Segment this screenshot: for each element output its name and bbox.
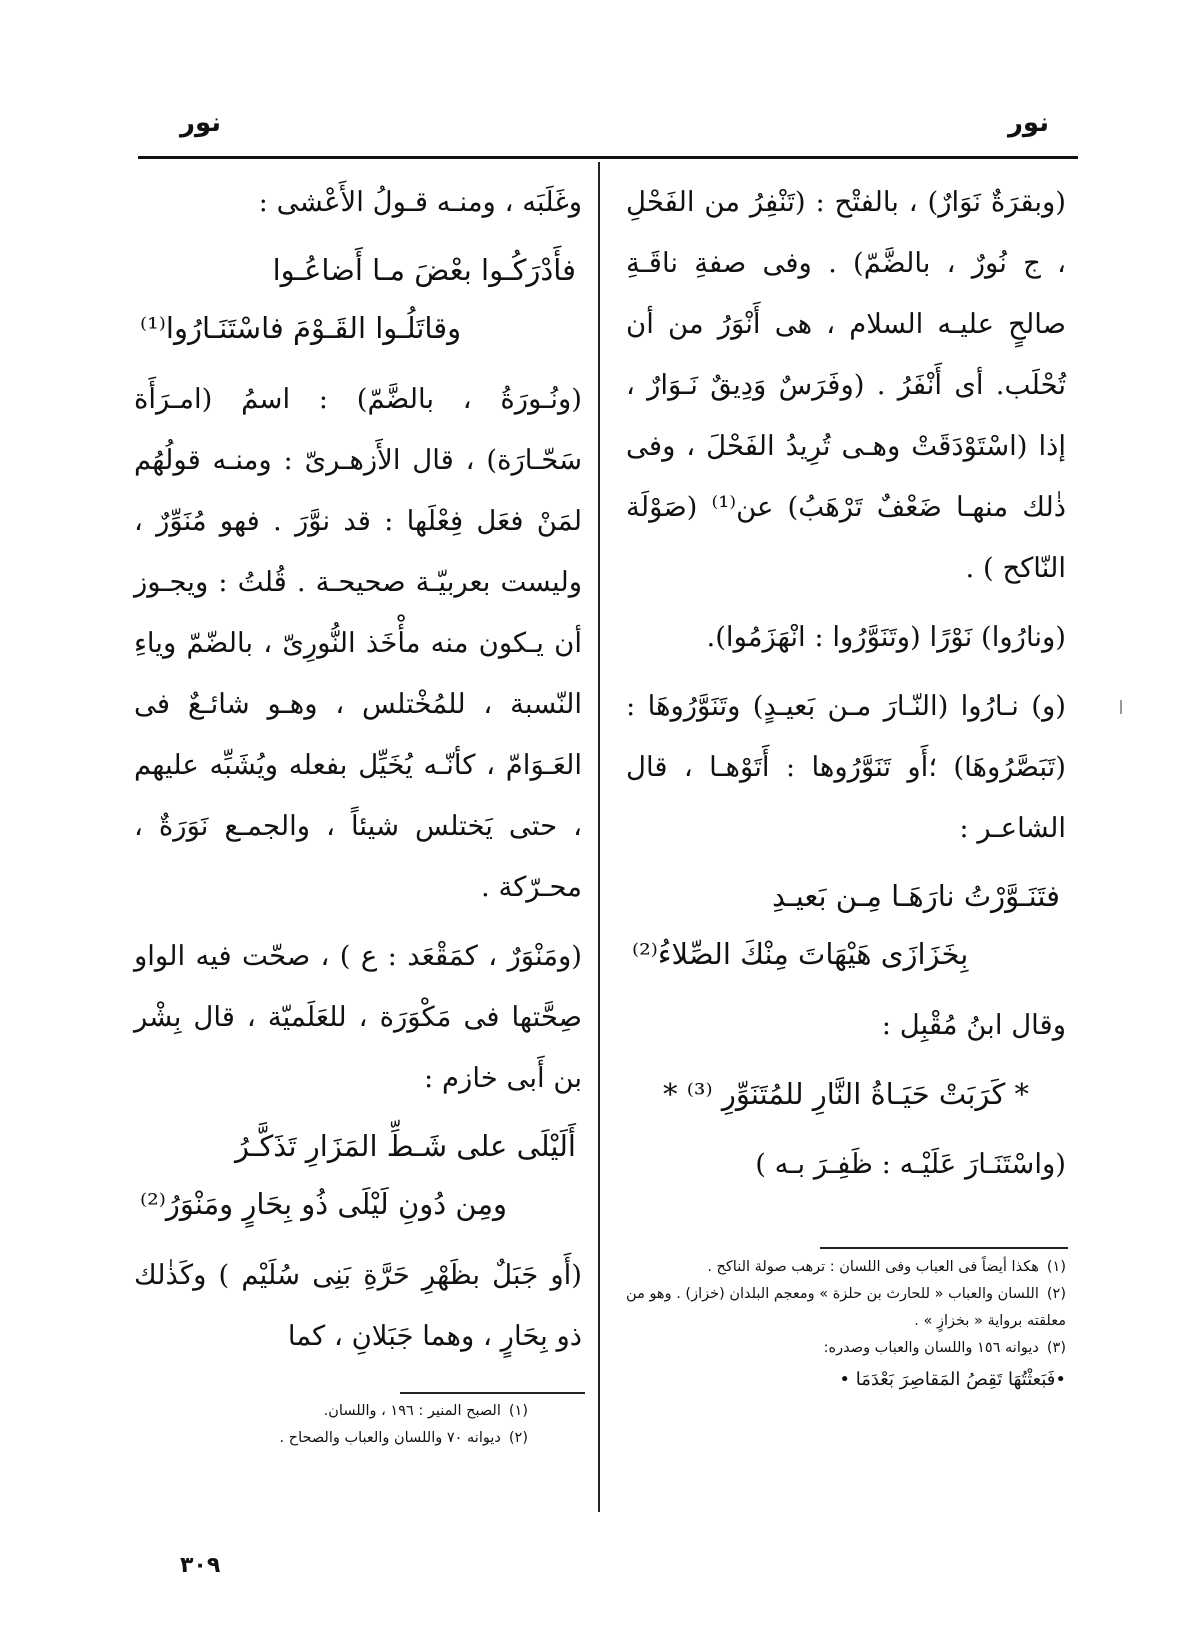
- footnote: [626, 1254, 1066, 1281]
- entry-paragraph: وغَلَبَه ، ومنـه قـولُ الأَعْشى :: [258, 186, 582, 218]
- entry-paragraph: (وبقرَةٌ نَوَارٌ) ، بالفتْح : (تَنْفِرُ من الفَحْلِ ، ج نُورٌ ، بالضَّمّ) . وفى صفةِ ناقَـةِ صالحٍ عليـه السلام ، هى أَنْوَرُ من أن تُحْلَب. أى أَنْفَرُ . (وفَرَسٌ وَدِيقٌ نَـوَارٌ ، إذا (اسْتَوْدَقَتْ وهـى تُرِيدُ الفَحْلَ ، وفى ذٰلك منهـا ضَعْفٌ تَرْهَبُ) عن⁽¹⁾ (صَوْلَة النّاكح ) .: [626, 186, 1067, 584]
- left-column: [134, 172, 582, 1375]
- footnote-rule-left: [400, 1392, 585, 1394]
- running-header-left: نور: [180, 108, 222, 138]
- footnote-number: (١): [1046, 1259, 1066, 1275]
- footnote-text: الصبح المنير : ١٩٦ ، واللسان.: [323, 1403, 501, 1419]
- poetry-verse: [626, 867, 1066, 983]
- verse-hemistich-first: فأَدْرَكُـوا بعْضَ مـا أَضاعُـوا: [272, 253, 576, 287]
- entry-paragraph: (ونارُوا) نَوْرًا (وتَنَوَّرُوا : انْهَزَمُوا).: [706, 621, 1066, 653]
- verse-hemistich-second: بِخَزَازَى هَيْهَاتَ مِنْكَ الصِّلاءُ⁽²⁾: [632, 937, 969, 971]
- footnote: [188, 1425, 528, 1452]
- entry-paragraph: وقال ابنُ مُقْبِل :: [881, 1009, 1066, 1041]
- page-number: ٣٠٩: [180, 1553, 221, 1578]
- footnote-text: ديوانه ١٥٦ واللسان والعباب وصدره:: [823, 1340, 1039, 1356]
- poetry-verse: [134, 241, 582, 357]
- poetry-verse: [134, 1117, 582, 1233]
- verse-hemistich-first: أَلَيْلَى على شَـطِّ المَزَارِ تَذَكَّـرُ: [234, 1129, 576, 1163]
- footnote: [626, 1281, 1066, 1335]
- footnote-number: (٣): [1046, 1340, 1066, 1356]
- entry-paragraph: (واسْتَنَـارَ عَلَيْـه : ظَفِـرَ بـه ): [755, 1148, 1066, 1180]
- running-header-right: نور: [1007, 108, 1049, 138]
- footnote-text: اللسان والعباب « للحارث بن حلزة » ومعجم البلدان (خزاز) . وهو من معلقته برواية « بخزازٍ » .: [626, 1286, 1066, 1329]
- column-divider: [598, 162, 600, 1512]
- footnote-rule-right: [820, 1247, 1068, 1249]
- footnote: [626, 1335, 1066, 1362]
- footnotes-right: [626, 1254, 1066, 1393]
- footnote-text: ديوانه ٧٠ واللسان والعباب والصحاح .: [279, 1430, 501, 1446]
- entry-paragraph: (و) نـارُوا (النّـارَ مـن بَعيـدٍ) وتَنَوَّرُوهَا : (تَبَصَّرُوهَا) ؛أَو تَنَوَّرُوها : أَتَوْهـا ، قال الشاعـر :: [626, 690, 1066, 844]
- margin-mark: [1120, 700, 1122, 714]
- verse-hemistich-second: وقاتَلُـوا القَـوْمَ فاسْتَنَـارُوا⁽¹⁾: [140, 311, 462, 345]
- right-column: [626, 172, 1066, 1203]
- entry-paragraph: (ونُـورَةُ ، بالضَّمّ) : اسمُ (امـرَأَة سَحّـارَة) ، قال الأَزهـرىّ : ومنـه قولُهُم لمَنْ فعَل فِعْلَها : قد نوَّرَ . فهو مُنَوِّرٌ ، وليست بعربيّـة صحيحـة . قُلتُ : ويجـوز أن يـكون منه مأْخَذ النُّورِىّ ، بالضّمّ وياءِ النّسبة ، للمُخْتلس ، وهـو شائـعٌ فى العَـوَامّ ، كأنّـه يُخَيِّل بفعله ويُشَبِّه عليهم ، حتى يَختلس شيئاً ، والجمـع نَوَرَةٌ ، محـرّكة .: [134, 383, 582, 903]
- verse-hemistich-second: ومِن دُونِ لَيْلَى ذُو بِحَارٍ ومَنْوَرُ⁽²⁾: [140, 1187, 507, 1221]
- poetry-single-hemistich: * كَرَبَتْ حَيَـاةُ النَّارِ للمُتَنَوِّرِ ⁽³⁾ *: [663, 1077, 1029, 1111]
- header-rule: [138, 156, 1078, 159]
- footnote-text: هكذا أيضاً فى العباب وفى اللسان : ترهب صولة الناكح .: [707, 1259, 1039, 1275]
- entry-paragraph: (أَو جَبَلٌ بظَهْرِ حَرَّةِ بَنِى سُلَيْم ) وكَذٰلك ذو بِحَارٍ ، وهما جَبَلانِ ، كما: [134, 1259, 582, 1352]
- footnote-number: (١): [508, 1403, 528, 1419]
- footnotes-left: [188, 1398, 528, 1452]
- footnote: [188, 1398, 528, 1425]
- verse-hemistich-first: فتَنَـوَّرْتُ نارَهَـا مِـن بَعيـدِ: [772, 879, 1060, 913]
- footnote-verse: •فَبَعثْتُهَا تَقِصُ المَقاصِرَ بَعْدَمَا •: [839, 1369, 1066, 1390]
- entry-paragraph: (ومَنْوَرٌ ، كمَقْعَد : ع ) ، صحّت فيه الواو صِحَّتها فى مَكْوَرَة ، للعَلَميّة ، قال بِشْر بن أَبى خازم :: [134, 940, 582, 1094]
- footnote-number: (٢): [508, 1430, 528, 1446]
- footnote-number: (٢): [1046, 1286, 1066, 1302]
